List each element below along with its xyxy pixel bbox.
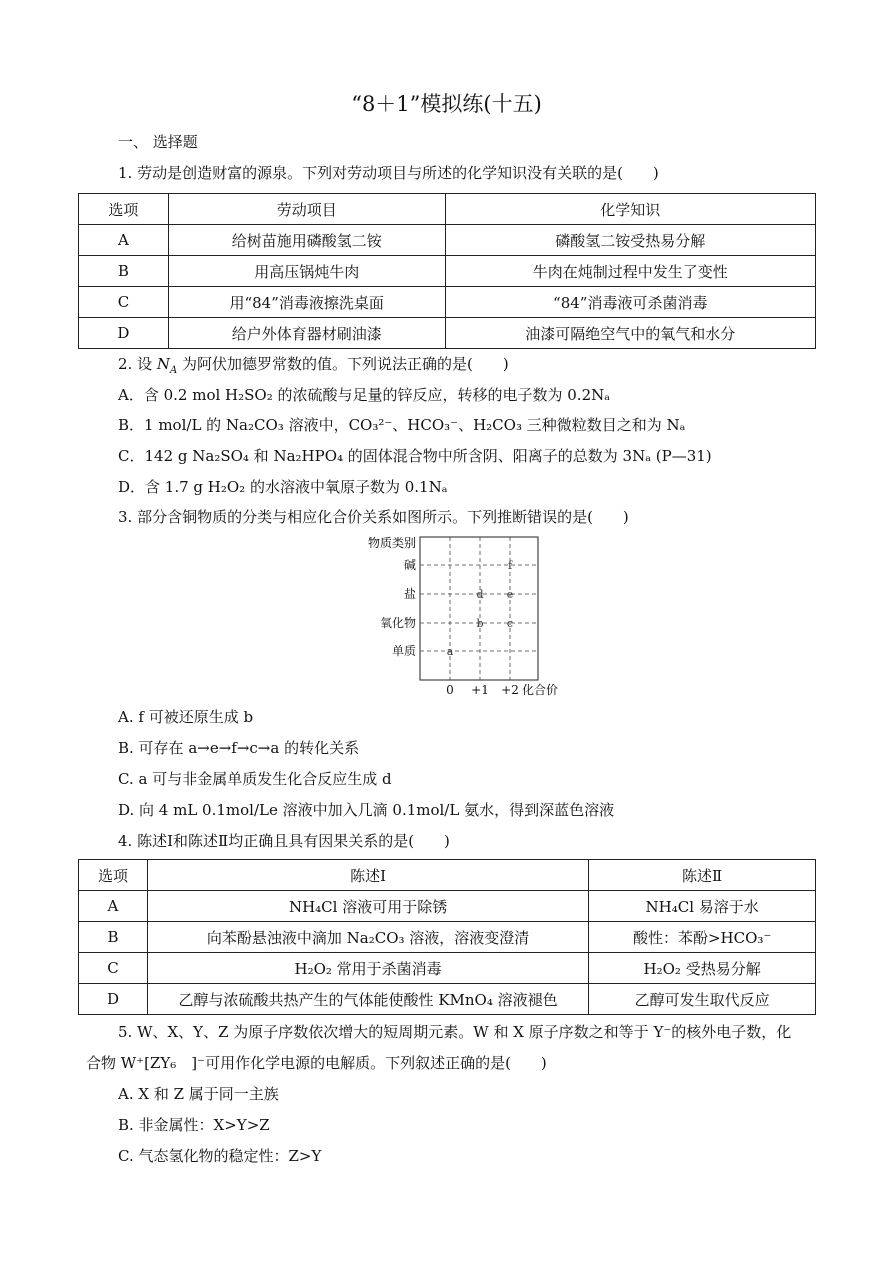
table-cell: D [79,318,169,349]
section-heading: 一、 选择题 [118,133,198,151]
table-cell: 酸性：苯酚>HCO₃⁻ [589,922,816,953]
table-cell: “84”消毒液可杀菌消毒 [445,287,815,318]
x-axis-title: 化合价 [522,683,559,697]
table-row [79,953,816,984]
na-symbol: $N_A$ [156,355,178,376]
table-cell: A [79,225,169,256]
table-cell: 乙醇可发生取代反应 [589,984,816,1015]
table-cell: NH₄Cl 溶液可用于除锈 [147,891,588,922]
q1-table [78,193,816,349]
table-row [79,225,816,256]
x-tick-label: +2 [501,683,519,697]
point-label-f: f [507,559,513,572]
table-cell: 乙醇与浓硫酸共热产生的气体能使酸性 KMnO₄ 溶液褪色 [147,984,588,1015]
y-tick-label: 氧化物 [379,616,416,630]
table-cell: 给户外体育器材刷油漆 [168,318,445,349]
table-cell: 磷酸氢二铵受热易分解 [445,225,815,256]
table-row [79,860,816,891]
q3-option-c: C. a 可与非金属单质发生化合反应生成 d [118,770,392,788]
table-row [79,287,816,318]
y-axis-title: 物质类别 [367,536,416,550]
table-header: 陈述Ⅱ [589,860,816,891]
q3-option-d: D. 向 4 mL 0.1mol/Le 溶液中加入几滴 0.1mol/L 氨水，得到深蓝色溶液 [118,801,615,819]
x-tick-label: +1 [471,683,489,697]
table-cell: B [79,922,148,953]
point-label-a: a [446,645,454,658]
x-tick-label: 0 [446,683,454,697]
table-header: 陈述Ⅰ [147,860,588,891]
q2-stem [118,354,509,374]
q5-option-b: B. 非金属性：X>Y>Z [118,1116,270,1134]
table-cell: 向苯酚悬浊液中滴加 Na₂CO₃ 溶液，溶液变澄清 [147,922,588,953]
table-cell: D [79,984,148,1015]
y-tick-label: 单质 [391,644,416,658]
table-cell: H₂O₂ 受热易分解 [589,953,816,984]
table-cell: A [79,891,148,922]
q2-option-a: A．含 0.2 mol H₂SO₂ 的浓硫酸与足量的锌反应，转移的电子数为 0.2Nₐ [118,386,611,404]
table-cell: H₂O₂ 常用于杀菌消毒 [147,953,588,984]
y-tick-label: 盐 [403,587,416,601]
q3-option-a: A. f 可被还原生成 b [118,708,254,726]
q2-option-c: C．142 g Na₂SO₄ 和 Na₂HPO₄ 的固体混合物中所含阴、阳离子的总数为 3Nₐ (P—31) [118,447,712,465]
q5-stem-line2: 合物 W⁺[ZY₆ ]⁻可用作化学电源的电解质。下列叙述正确的是( ) [86,1054,547,1072]
table-cell: 牛肉在炖制过程中发生了变性 [445,256,815,287]
point-label-b: b [476,617,484,630]
q1-stem: 1. 劳动是创造财富的源泉。下列对劳动项目与所述的化学知识没有关联的是( ) [118,164,659,182]
q4-table [78,859,816,1015]
table-row [79,922,816,953]
table-row [79,891,816,922]
q2-option-b: B．1 mol/L 的 Na₂CO₃ 溶液中，CO₃²⁻、HCO₃⁻、H₂CO₃ 三种微粒数目之和为 Nₐ [118,416,686,434]
q5-stem-line1: 5. W、X、Y、Z 为原子序数依次增大的短周期元素。W 和 X 原子序数之和等于 Y⁻的核外电子数，化 [118,1023,792,1041]
table-cell: C [79,953,148,984]
table-row [79,194,816,225]
table-cell: 油漆可隔绝空气中的氧气和水分 [445,318,815,349]
table-header: 选项 [79,194,169,225]
table-row [79,318,816,349]
table-cell: B [79,256,169,287]
table-header: 劳动项目 [168,194,445,225]
q5-option-c: C. 气态氢化物的稳定性：Z>Y [118,1147,322,1165]
q3-stem: 3. 部分含铜物质的分类与相应化合价关系如图所示。下列推断错误的是( ) [118,508,629,526]
q4-stem: 4. 陈述Ⅰ和陈述Ⅱ均正确且具有因果关系的是( ) [118,832,450,850]
table-cell: C [79,287,169,318]
point-label-e: e [506,588,514,601]
table-header: 选项 [79,860,148,891]
q2-stem-suffix: 为阿伏加德罗常数的值。下列说法正确的是( ) [182,355,509,373]
y-tick-label: 碱 [403,558,416,572]
table-cell: 用“84”消毒液擦洗桌面 [168,287,445,318]
q2-option-d: D．含 1.7 g H₂O₂ 的水溶液中氧原子数为 0.1Nₐ [118,478,448,496]
point-label-c: c [506,617,514,630]
table-cell: 给树苗施用磷酸氢二铵 [168,225,445,256]
q3-option-b: B. 可存在 a→e→f→c→a 的转化关系 [118,739,360,757]
q2-stem-prefix: 2. 设 [118,355,153,373]
table-header: 化学知识 [445,194,815,225]
table-row [79,984,816,1015]
table-cell: NH₄Cl 易溶于水 [589,891,816,922]
page-title: “8＋1”模拟练(十五) [351,92,542,116]
table-cell: 用高压锅炖牛肉 [168,256,445,287]
q5-option-a: A. X 和 Z 属于同一主族 [118,1085,279,1103]
table-row [79,256,816,287]
q3-diagram [340,530,580,702]
point-label-d: d [476,588,484,601]
